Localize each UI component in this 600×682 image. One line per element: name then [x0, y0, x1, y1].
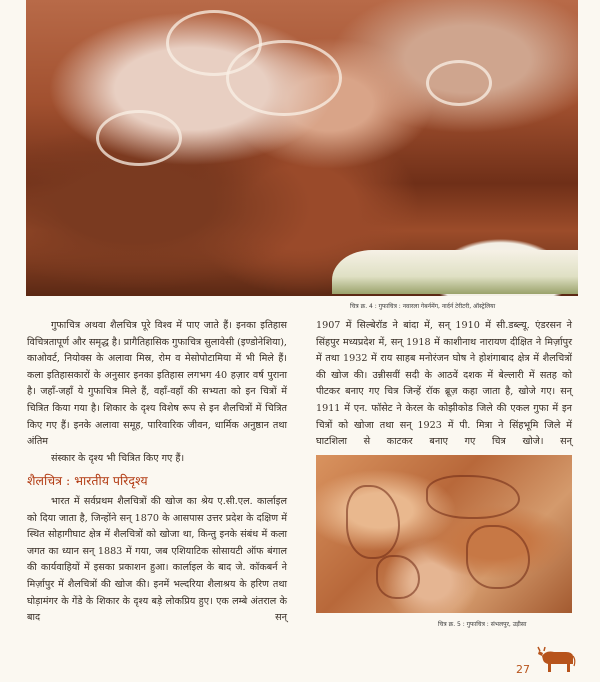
- text-line: इतिहास विचित्रतापूर्ण और समृद्ध है। प्रागैतिहासिक गुफाचित्र: [27, 320, 287, 348]
- text-line: एकल गुफा में इन चित्रों को खोजा तथा सन् 1923 में पी. मित्रा ने: [316, 402, 572, 431]
- text-line: खोजे गए। सन् 1911 में एन. फॉसेट ने केरल के कोझीकोड जिले की: [316, 386, 573, 414]
- cave-opening: [332, 250, 578, 294]
- text-line: मिर्ज़ापुर में तथा 1932 में राय साहब मनोरंजन घोष ने होशंगाबाद क्षेत्र: [316, 336, 572, 365]
- text-line: में शैलचित्रों की खोज की। उन्नीसवीं सदी के आठवें दशक में बेल्लारी: [316, 353, 572, 381]
- text-line: संस्कार के दृश्य भी चित्रित किए गए हैं।: [51, 452, 185, 464]
- text-line: इतिहास लगभग 40 हज़ार वर्ष पुराना है। जहाँ-जहाँ ये गुफाचित्र: [27, 369, 287, 398]
- intro-paragraph: [27, 318, 287, 467]
- text-line: किन्तु इनके संबंध में कला जगत का ध्यान सन् 1883 में गया, जब: [27, 529, 287, 557]
- text-line: सिंहपुर मध्यप्रदेश में, सन् 1918 में काशीनाथ नारायण दीक्षित ने: [316, 336, 542, 348]
- text-line: गुफाचित्र अथवा शैलचित्र पूरे विश्व में पाए जाते हैं। इनका: [51, 320, 256, 331]
- text-line: कार्लाइल को दिया जाता है, जिन्होंने सन् 1870 के आसपास उत्तर: [27, 496, 287, 524]
- section-heading: शैलचित्र : भारतीय परिदृश्य: [27, 473, 148, 488]
- painted-figure: [376, 555, 420, 599]
- text-line: खोज की। इनमें भल्दरिया शैलाश्रय के हरिण तथा घोड़ामंगर के गेंडे: [27, 578, 287, 607]
- painted-figure: [346, 485, 400, 559]
- text-line: शिकार के दृश्य विशेष रूप से इन शैलचित्रों में चित्रित किए गए हैं।: [27, 402, 287, 431]
- text-line: प्रदेश के दक्षिण में स्थित सोहागीघाट क्षेत्र में शैलचित्रों को खोजा था,: [27, 512, 287, 541]
- photo-caption: चित्र क्र. 5 : गुफाचित्र : संभलपुर, उड़ीसा: [438, 621, 527, 628]
- painted-figure: [426, 475, 520, 519]
- text-line: एशियाटिक सोसायटी ऑफ बंगाल की कार्यवाहियों में इसका प्रकाशन: [27, 545, 287, 574]
- text-line: सिंहभूमि जिले में घाटशिला से काटकर बनाए गए चित्र खोजे। सन्: [316, 419, 572, 448]
- text-line: के शिकार के दृश्य बड़े लोकप्रिय हुए। एक लम्बे अंतराल के बाद सन्: [27, 595, 287, 624]
- text-line: में सतह को पीटकर बनाए गए चित्र जिन्हें रॉक ब्रूज़ कहा जाता है,: [316, 369, 572, 398]
- painted-figure: [96, 110, 182, 166]
- cave-painting-photo: [316, 455, 572, 613]
- right-column-paragraph: [316, 318, 572, 451]
- text-line: मिले हैं, वहाँ-वहाँ की सभ्यता को इन चित्रों में चित्रित किया गया है।: [27, 386, 287, 414]
- text-line: मेसोपोटामिया में भी मिले हैं। कला इतिहासकारों के अनुसार इनका: [27, 353, 287, 381]
- rock-painting-photo: [26, 0, 578, 296]
- painted-figure: [466, 525, 530, 589]
- text-line: भारत में सर्वप्रथम शैलचित्रों की खोज का श्रेय ए.सी.एल.: [51, 496, 253, 507]
- painted-figure: [426, 60, 492, 106]
- text-line: 1907 में सिल्बेरॉड ने बांदा में, सन् 1910 में सी.डब्ल्यू. एंडरसन ने: [316, 320, 572, 331]
- text-line: हुआ। कार्लाइल के बाद जे. कॉकबर्न ने मिर्ज़ापुर में शैलचित्रों की: [27, 562, 287, 590]
- cow-icon: [536, 642, 576, 676]
- photo-caption: चित्र क्र. 4 : गुफाचित्र : नवारला गेबर्नमेंग, नार्दर्न टेरीटरी, ऑस्ट्रेलिया: [350, 303, 496, 310]
- text-line: सुलावेसी (इण्डोनेशिया), काओवर्ट, नियोक्स के अलावा मिस्र, रोम व: [27, 336, 287, 365]
- section-paragraph: [27, 494, 287, 627]
- painted-figure: [226, 40, 342, 116]
- text-line: इनके अलावा समूह, पारिवारिक जीवन, धार्मिक अनुष्ठान तथा अंतिम: [27, 419, 287, 448]
- page-number: 27: [516, 663, 530, 676]
